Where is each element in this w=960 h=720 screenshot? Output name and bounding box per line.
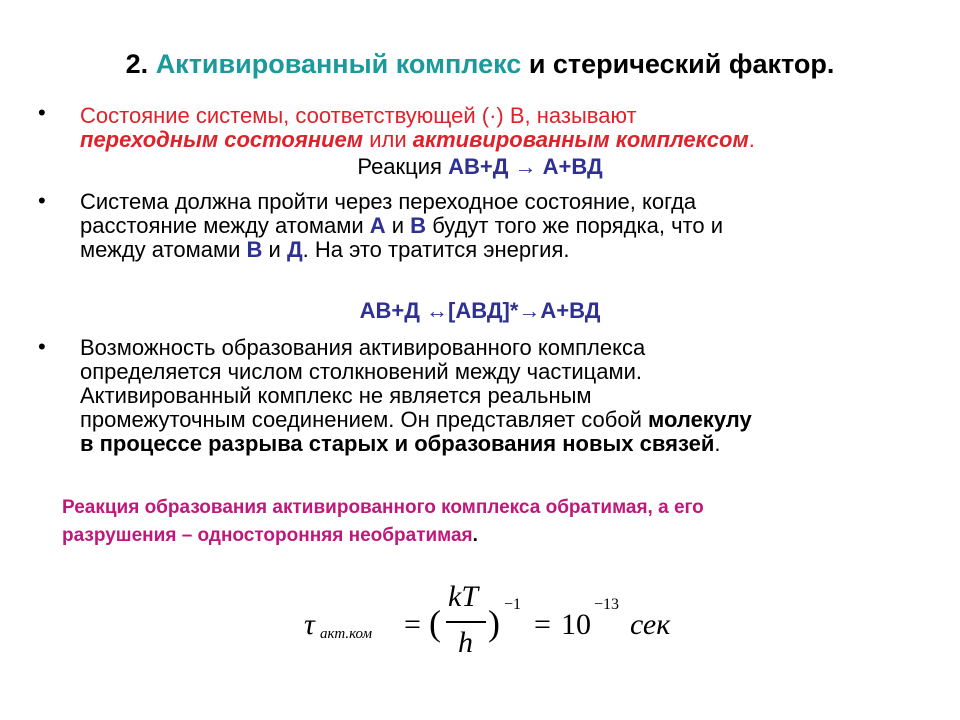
bullet-marker: • bbox=[38, 188, 46, 213]
formula-left-paren: ( bbox=[429, 603, 441, 643]
system-line-3-end: . На это тратится энергия. bbox=[302, 237, 570, 262]
note-line-1: Реакция образования активированного комплекса обратимая, а его bbox=[62, 497, 704, 518]
conj-and: и bbox=[391, 213, 405, 238]
definition-paragraph bbox=[80, 104, 940, 152]
system-line-1: Система должна пройти через переходное состояние, когда bbox=[80, 189, 697, 214]
definition-end: . bbox=[748, 127, 755, 152]
possibility-line-3: Активированный комплекс не является реальным bbox=[80, 383, 592, 408]
formula-base: 10 bbox=[561, 608, 591, 641]
note-end: . bbox=[472, 525, 478, 546]
reaction-equation-2: АВ+Д ↔[АВД]*→А+ВД bbox=[359, 298, 601, 323]
definition-line-2 bbox=[80, 128, 940, 152]
formula-numerator: kT bbox=[448, 580, 478, 613]
emphasis-bond-process: в процессе разрыва старых и образования новых связей bbox=[80, 431, 715, 456]
formula-denominator: h bbox=[458, 626, 473, 659]
reaction-label: Реакция bbox=[357, 154, 442, 179]
conj-and: и bbox=[268, 237, 281, 262]
system-paragraph bbox=[80, 190, 940, 262]
possibility-end: . bbox=[714, 431, 721, 456]
reversibility-note bbox=[62, 494, 942, 550]
bullet-marker: • bbox=[38, 334, 46, 359]
formula-fraction-bar bbox=[446, 621, 486, 623]
term-transition-state: переходным состоянием bbox=[80, 127, 364, 152]
formula-right-paren: ) bbox=[488, 603, 500, 643]
atom-b: В bbox=[246, 237, 263, 262]
lifetime-formula bbox=[296, 580, 696, 670]
atom-a: А bbox=[369, 213, 386, 238]
possibility-line-5 bbox=[80, 432, 940, 456]
formula-equals-1: = bbox=[404, 608, 421, 641]
possibility-line-4-text: промежуточным соединением. Он представляет собой bbox=[80, 407, 642, 432]
emphasis-molecule: молекулу bbox=[648, 407, 752, 432]
system-line-2 bbox=[80, 214, 940, 238]
formula-exponent-2: −13 bbox=[594, 596, 620, 613]
term-connector: или bbox=[369, 127, 407, 152]
system-line-3 bbox=[80, 238, 940, 262]
formula-unit: сек bbox=[630, 608, 671, 641]
reaction-equation-1: АВ+Д → А+ВД bbox=[448, 154, 603, 179]
formula-equals-2: = bbox=[534, 608, 551, 641]
bullet-marker: • bbox=[38, 100, 46, 125]
term-activated-complex: активированным комплексом bbox=[412, 127, 749, 152]
formula-subscript: акт.ком bbox=[320, 626, 373, 642]
note-line-2-text: разрушения – односторонняя необратимая bbox=[62, 525, 473, 546]
possibility-line-1: Возможность образования активированного комплекса bbox=[80, 335, 646, 360]
system-line-2-text: расстояние между атомами bbox=[80, 213, 364, 238]
possibility-line-2: определяется числом столкновений между частицами. bbox=[80, 359, 643, 384]
definition-line-1: Состояние системы, соответствующей (·) В, называют bbox=[80, 103, 637, 128]
atom-d: Д bbox=[286, 237, 303, 262]
possibility-paragraph bbox=[80, 336, 940, 456]
formula-tau: τ bbox=[304, 608, 315, 641]
title-rest: и стерический фактор. bbox=[528, 49, 835, 79]
possibility-line-4 bbox=[80, 408, 940, 432]
reaction-line-1 bbox=[0, 154, 960, 180]
title-number: 2. bbox=[125, 49, 149, 79]
atom-b: В bbox=[410, 213, 427, 238]
slide-title bbox=[0, 46, 960, 82]
system-line-2-end: будут того же порядка, что и bbox=[432, 213, 723, 238]
system-line-3-text: между атомами bbox=[80, 237, 241, 262]
note-line-2 bbox=[62, 522, 942, 550]
formula-exponent-1: −1 bbox=[504, 596, 522, 613]
title-accent: Активированный комплекс bbox=[155, 49, 522, 79]
